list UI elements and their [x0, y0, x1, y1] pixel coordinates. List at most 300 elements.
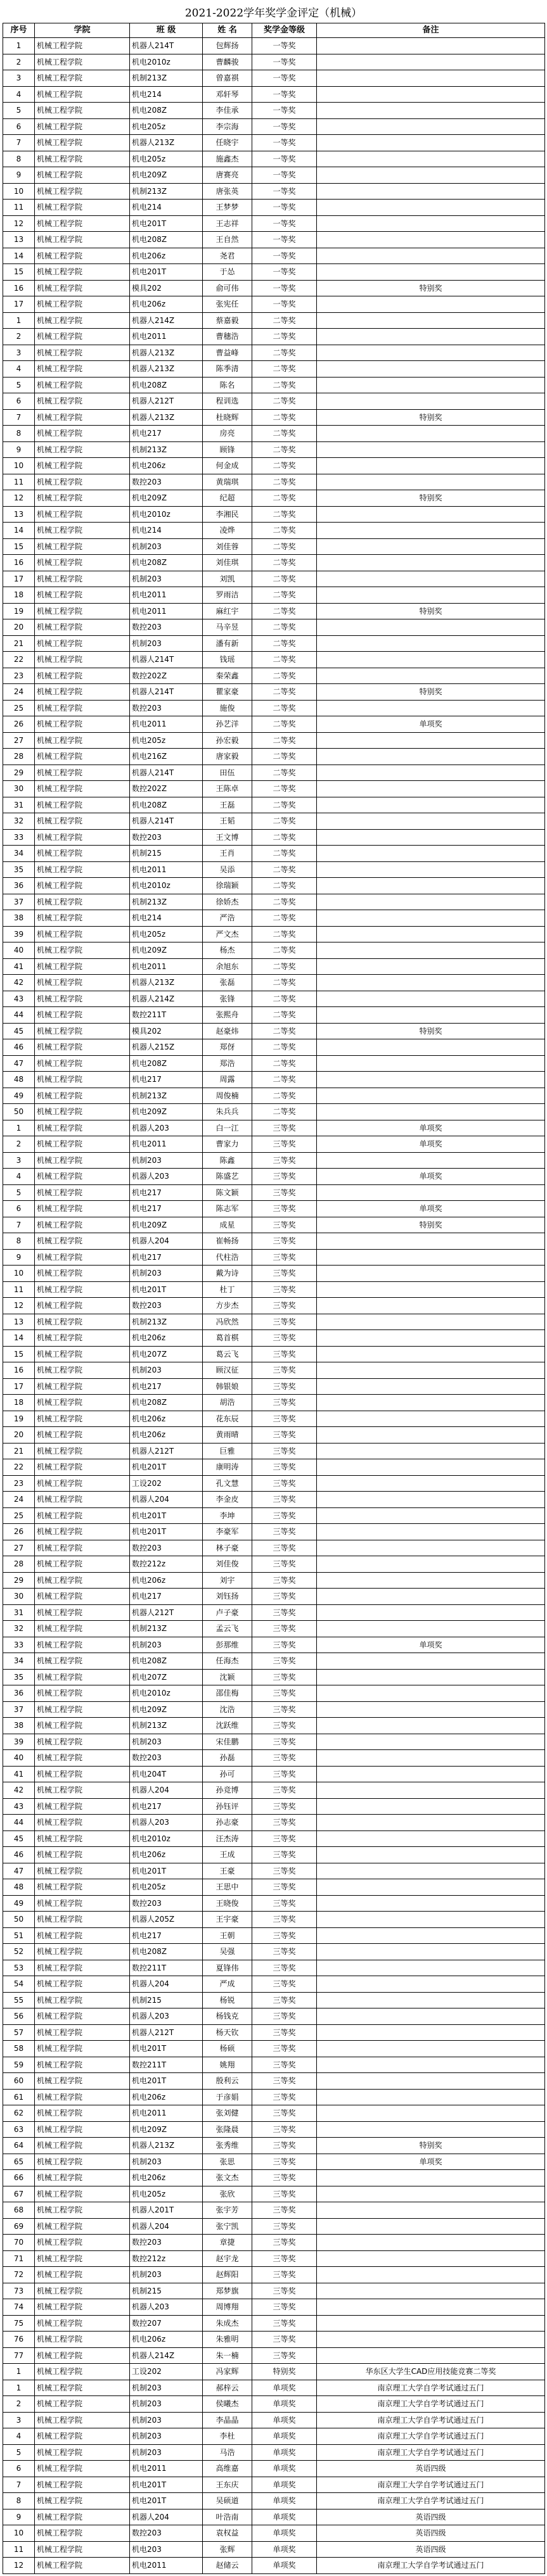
cell-index: 59: [3, 2057, 35, 2073]
cell-college: 机械工程学院: [35, 215, 130, 232]
cell-level: 三等奖: [252, 2041, 317, 2057]
cell-class: 机器人204: [130, 2218, 203, 2235]
cell-class: 机电209Z: [130, 942, 203, 959]
cell-college: 机械工程学院: [35, 700, 130, 716]
cell-note: [317, 1944, 545, 1960]
cell-class: 机器人215Z: [130, 1039, 203, 1056]
cell-level: 三等奖: [252, 2138, 317, 2154]
cell-name: 郝梓云: [203, 2380, 252, 2396]
table-row: [3, 1669, 545, 1685]
cell-index: 5: [3, 103, 35, 119]
cell-name: 唐张英: [203, 183, 252, 200]
cell-level: 二等奖: [252, 571, 317, 587]
cell-index: 31: [3, 1604, 35, 1621]
cell-class: 机电208Z: [130, 797, 203, 813]
table-row: [3, 1266, 545, 1282]
table-row: [3, 894, 545, 910]
cell-class: 机电216Z: [130, 749, 203, 765]
cell-college: 机械工程学院: [35, 2412, 130, 2428]
cell-note: [317, 1249, 545, 1266]
cell-college: 机械工程学院: [35, 264, 130, 281]
cell-note: [317, 377, 545, 393]
cell-level: 三等奖: [252, 2250, 317, 2267]
cell-level: 单项奖: [252, 2477, 317, 2493]
cell-note: [317, 232, 545, 248]
cell-note: [317, 1459, 545, 1476]
cell-college: 机械工程学院: [35, 2121, 130, 2138]
cell-name: 李佳承: [203, 103, 252, 119]
cell-name: 李豪军: [203, 1524, 252, 1540]
table-row: [3, 2138, 545, 2154]
cell-class: 机电2011: [130, 2558, 203, 2574]
cell-class: 机器人213Z: [130, 361, 203, 378]
cell-name: 麻红宇: [203, 603, 252, 619]
cell-name: 张思: [203, 2154, 252, 2170]
cell-note: [317, 2299, 545, 2316]
cell-note: [317, 1604, 545, 1621]
cell-note: [317, 183, 545, 200]
table-row: [3, 1912, 545, 1928]
cell-index: 69: [3, 2218, 35, 2235]
table-row: [3, 2008, 545, 2025]
cell-college: 机械工程学院: [35, 474, 130, 490]
cell-class: 机电2010z: [130, 1685, 203, 1702]
cell-name: 秦荣鑫: [203, 668, 252, 684]
cell-college: 机械工程学院: [35, 926, 130, 942]
cell-index: 34: [3, 846, 35, 862]
cell-college: 机械工程学院: [35, 409, 130, 426]
table-row: [3, 38, 545, 54]
table-row: [3, 1863, 545, 1879]
cell-level: 二等奖: [252, 846, 317, 862]
cell-index: 33: [3, 1637, 35, 1653]
cell-note: [317, 1540, 545, 1556]
cell-college: 机械工程学院: [35, 2008, 130, 2025]
cell-college: 机械工程学院: [35, 732, 130, 749]
cell-index: 23: [3, 668, 35, 684]
cell-index: 45: [3, 1830, 35, 1847]
cell-college: 机械工程学院: [35, 991, 130, 1007]
cell-college: 机械工程学院: [35, 2444, 130, 2461]
cell-name: 陈名: [203, 377, 252, 393]
cell-name: 黄雨晴: [203, 1427, 252, 1443]
cell-note: [317, 1766, 545, 1782]
cell-college: 机械工程学院: [35, 1992, 130, 2008]
cell-note: [317, 2202, 545, 2219]
cell-class: 机制203: [130, 571, 203, 587]
cell-college: 机械工程学院: [35, 1039, 130, 1056]
header-class: 班 级: [130, 23, 203, 38]
table-row: [3, 926, 545, 942]
table-row: [3, 1685, 545, 1702]
cell-note: [317, 1039, 545, 1056]
cell-level: 三等奖: [252, 1298, 317, 1314]
cell-note: [317, 2057, 545, 2073]
table-row: [3, 958, 545, 975]
cell-level: 单项奖: [252, 2461, 317, 2477]
table-row: [3, 248, 545, 264]
cell-index: 75: [3, 2315, 35, 2332]
cell-index: 49: [3, 1088, 35, 1104]
cell-class: 机电201T: [130, 1524, 203, 1540]
cell-index: 29: [3, 765, 35, 781]
table-row: [3, 1072, 545, 1088]
table-row: [3, 1330, 545, 1347]
cell-class: 机器人203: [130, 2008, 203, 2025]
cell-class: 机制203: [130, 1362, 203, 1379]
cell-note: [317, 975, 545, 991]
cell-note: [317, 215, 545, 232]
cell-name: 朱一楠: [203, 2347, 252, 2364]
cell-level: 一等奖: [252, 248, 317, 264]
cell-class: 机制215: [130, 1992, 203, 2008]
cell-index: 6: [3, 393, 35, 410]
cell-name: 王宇豪: [203, 1912, 252, 1928]
cell-index: 13: [3, 232, 35, 248]
cell-level: 一等奖: [252, 280, 317, 296]
cell-college: 机械工程学院: [35, 603, 130, 619]
cell-class: 机电217: [130, 1249, 203, 1266]
cell-note: 单项奖: [317, 1201, 545, 1217]
cell-class: 机电201T: [130, 1863, 203, 1879]
table-row: [3, 296, 545, 313]
cell-note: 英语四级: [317, 2509, 545, 2525]
cell-college: 机械工程学院: [35, 1912, 130, 1928]
cell-level: 二等奖: [252, 523, 317, 539]
cell-index: 49: [3, 1895, 35, 1912]
table-row: [3, 975, 545, 991]
cell-name: 徐瑞颖: [203, 878, 252, 894]
cell-class: 机电201T: [130, 2477, 203, 2493]
cell-name: 崔畅扬: [203, 1233, 252, 1250]
table-row: [3, 1120, 545, 1136]
cell-name: 王志祥: [203, 215, 252, 232]
cell-class: 数控203: [130, 2525, 203, 2542]
table-row: [3, 2347, 545, 2364]
table-row: [3, 1589, 545, 1605]
cell-note: 华东区大学生CAD应用技能竞赛二等奖: [317, 2364, 545, 2380]
cell-college: 机械工程学院: [35, 668, 130, 684]
cell-college: 机械工程学院: [35, 975, 130, 991]
table-row: [3, 635, 545, 652]
cell-note: [317, 538, 545, 555]
cell-name: 汪杰涛: [203, 1830, 252, 1847]
cell-name: 成星: [203, 1217, 252, 1233]
table-row: [3, 1604, 545, 1621]
cell-level: 三等奖: [252, 1621, 317, 1637]
table-row: [3, 1298, 545, 1314]
table-row: [3, 1427, 545, 1443]
table-row: [3, 86, 545, 103]
table-row: [3, 458, 545, 474]
cell-name: 朱雅明: [203, 2332, 252, 2348]
cell-name: 陈志军: [203, 1201, 252, 1217]
table-row: [3, 1653, 545, 1670]
cell-level: 二等奖: [252, 635, 317, 652]
cell-class: 机电217: [130, 1798, 203, 1815]
cell-class: 机电209Z: [130, 1217, 203, 1233]
table-row: [3, 1039, 545, 1056]
cell-name: 孙竞博: [203, 1782, 252, 1799]
cell-name: 程训选: [203, 393, 252, 410]
cell-class: 机电206z: [130, 1411, 203, 1427]
cell-class: 机电209Z: [130, 2121, 203, 2138]
cell-note: [317, 942, 545, 959]
table-row: [3, 1540, 545, 1556]
table-row: [3, 765, 545, 781]
cell-level: 特别奖: [252, 2364, 317, 2380]
cell-name: 王磊: [203, 797, 252, 813]
cell-name: 李宗海: [203, 118, 252, 135]
cell-college: 机械工程学院: [35, 1766, 130, 1782]
cell-name: 蔡嘉毅: [203, 312, 252, 329]
table-row: [3, 1475, 545, 1492]
cell-class: 机电206z: [130, 1330, 203, 1347]
cell-index: 71: [3, 2250, 35, 2267]
cell-note: 单项奖: [317, 2154, 545, 2170]
cell-level: 二等奖: [252, 958, 317, 975]
cell-name: 吴强: [203, 1944, 252, 1960]
cell-note: [317, 571, 545, 587]
cell-name: 潘有新: [203, 635, 252, 652]
cell-name: 刘凯: [203, 571, 252, 587]
cell-note: [317, 1669, 545, 1685]
cell-index: 56: [3, 2008, 35, 2025]
cell-college: 机械工程学院: [35, 2186, 130, 2202]
cell-college: 机械工程学院: [35, 2332, 130, 2348]
cell-note: [317, 2267, 545, 2283]
cell-level: 二等奖: [252, 619, 317, 636]
cell-name: 李金皮: [203, 1492, 252, 1508]
cell-name: 郑梦旗: [203, 2283, 252, 2299]
cell-index: 48: [3, 1072, 35, 1088]
cell-index: 9: [3, 167, 35, 184]
table-row: [3, 2057, 545, 2073]
cell-name: 夏锋伟: [203, 1960, 252, 1976]
table-row: [3, 2170, 545, 2186]
cell-college: 机械工程学院: [35, 2041, 130, 2057]
cell-note: 英语四级: [317, 2461, 545, 2477]
cell-note: [317, 2347, 545, 2364]
cell-note: [317, 1492, 545, 1508]
table-row: [3, 1169, 545, 1185]
table-row: [3, 797, 545, 813]
cell-note: [317, 1572, 545, 1589]
cell-college: 机械工程学院: [35, 878, 130, 894]
table-row: [3, 2509, 545, 2525]
cell-index: 76: [3, 2332, 35, 2348]
table-row: [3, 571, 545, 587]
cell-class: 机电214: [130, 86, 203, 103]
cell-college: 机械工程学院: [35, 118, 130, 135]
cell-name: 马辛昱: [203, 619, 252, 636]
cell-level: 二等奖: [252, 393, 317, 410]
cell-class: 机器人213Z: [130, 345, 203, 361]
table-row: [3, 426, 545, 442]
table-row: [3, 167, 545, 184]
cell-class: 机器人214T: [130, 765, 203, 781]
cell-class: 机电208Z: [130, 232, 203, 248]
cell-college: 机械工程学院: [35, 1976, 130, 1993]
cell-class: 机电206z: [130, 1427, 203, 1443]
cell-level: 二等奖: [252, 975, 317, 991]
cell-index: 61: [3, 2089, 35, 2105]
cell-note: 单项奖: [317, 1637, 545, 1653]
cell-note: [317, 1184, 545, 1201]
cell-index: 67: [3, 2186, 35, 2202]
cell-index: 16: [3, 280, 35, 296]
cell-index: 33: [3, 829, 35, 846]
cell-index: 36: [3, 878, 35, 894]
table-row: [3, 2477, 545, 2493]
cell-index: 72: [3, 2267, 35, 2283]
cell-note: [317, 555, 545, 571]
cell-index: 25: [3, 700, 35, 716]
cell-name: 周博翔: [203, 2299, 252, 2316]
cell-name: 沈跃维: [203, 1718, 252, 1734]
table-row: [3, 1976, 545, 1993]
cell-index: 37: [3, 894, 35, 910]
cell-index: 50: [3, 1912, 35, 1928]
cell-index: 3: [3, 70, 35, 87]
cell-class: 机制203: [130, 1637, 203, 1653]
cell-index: 52: [3, 1944, 35, 1960]
cell-class: 机制215: [130, 846, 203, 862]
cell-name: 刘佳俊: [203, 1556, 252, 1573]
cell-college: 机械工程学院: [35, 2396, 130, 2413]
table-row: [3, 1701, 545, 1718]
cell-level: 一等奖: [252, 70, 317, 87]
table-row: [3, 619, 545, 636]
cell-college: 机械工程学院: [35, 232, 130, 248]
cell-note: [317, 1895, 545, 1912]
cell-class: 机器人204: [130, 2509, 203, 2525]
table-row: [3, 1411, 545, 1427]
cell-level: 单项奖: [252, 2509, 317, 2525]
cell-class: 机制203: [130, 2412, 203, 2428]
cell-note: [317, 813, 545, 830]
cell-index: 39: [3, 1734, 35, 1750]
cell-index: 5: [3, 1184, 35, 1201]
cell-note: [317, 2332, 545, 2348]
cell-college: 机械工程学院: [35, 1734, 130, 1750]
table-row: [3, 2218, 545, 2235]
cell-class: 机电2011: [130, 2461, 203, 2477]
header-name: 姓 名: [203, 23, 252, 38]
cell-college: 机械工程学院: [35, 1459, 130, 1476]
cell-index: 46: [3, 1039, 35, 1056]
table-row: [3, 1104, 545, 1120]
cell-name: 叶浩南: [203, 2509, 252, 2525]
cell-name: 张隆晨: [203, 2121, 252, 2138]
cell-college: 机械工程学院: [35, 1944, 130, 1960]
cell-level: 三等奖: [252, 2105, 317, 2122]
cell-class: 机电214: [130, 523, 203, 539]
cell-name: 陈鑫: [203, 1152, 252, 1169]
cell-level: 二等奖: [252, 1088, 317, 1104]
cell-index: 11: [3, 1281, 35, 1298]
cell-level: 三等奖: [252, 1217, 317, 1233]
cell-college: 机械工程学院: [35, 361, 130, 378]
cell-index: 2: [3, 2396, 35, 2413]
cell-college: 机械工程学院: [35, 1136, 130, 1153]
cell-college: 机械工程学院: [35, 1782, 130, 1799]
cell-index: 64: [3, 2138, 35, 2154]
cell-index: 66: [3, 2170, 35, 2186]
cell-college: 机械工程学院: [35, 426, 130, 442]
cell-index: 15: [3, 1346, 35, 1362]
table-row: [3, 393, 545, 410]
cell-name: 花东辰: [203, 1411, 252, 1427]
table-row: [3, 280, 545, 296]
cell-class: 数控203: [130, 474, 203, 490]
cell-college: 机械工程学院: [35, 1120, 130, 1136]
cell-college: 机械工程学院: [35, 377, 130, 393]
cell-name: 王梦梦: [203, 200, 252, 216]
cell-level: 二等奖: [252, 555, 317, 571]
cell-college: 机械工程学院: [35, 2558, 130, 2574]
cell-class: 机电206z: [130, 2089, 203, 2105]
cell-note: 南京理工大学自学考试通过五门: [317, 2412, 545, 2428]
cell-class: 数控211T: [130, 1960, 203, 1976]
table-row: [3, 2041, 545, 2057]
table-row: [3, 684, 545, 701]
cell-name: 孟云飞: [203, 1621, 252, 1637]
header-index: 序号: [3, 23, 35, 38]
cell-name: 俞可伟: [203, 280, 252, 296]
cell-level: 单项奖: [252, 2558, 317, 2574]
cell-class: 机制215: [130, 2283, 203, 2299]
cell-level: 三等奖: [252, 1604, 317, 1621]
cell-college: 机械工程学院: [35, 942, 130, 959]
table-row: [3, 2235, 545, 2251]
cell-level: 一等奖: [252, 118, 317, 135]
cell-name: 王自然: [203, 232, 252, 248]
cell-index: 42: [3, 1782, 35, 1799]
cell-class: 机电206z: [130, 296, 203, 313]
table-row: [3, 2073, 545, 2090]
table-row: [3, 70, 545, 87]
cell-level: 三等奖: [252, 1912, 317, 1928]
cell-level: 一等奖: [252, 296, 317, 313]
cell-index: 6: [3, 1201, 35, 1217]
cell-college: 机械工程学院: [35, 2089, 130, 2105]
cell-note: [317, 264, 545, 281]
cell-name: 杨杰: [203, 942, 252, 959]
cell-class: 机电209Z: [130, 1104, 203, 1120]
cell-class: 机器人203: [130, 2299, 203, 2316]
cell-note: [317, 1927, 545, 1944]
cell-college: 机械工程学院: [35, 1346, 130, 1362]
cell-note: [317, 1524, 545, 1540]
cell-index: 21: [3, 1443, 35, 1459]
table-row: [3, 1992, 545, 2008]
table-row: [3, 1637, 545, 1653]
cell-note: 南京理工大学自学考试通过五门: [317, 2558, 545, 2574]
cell-class: 数控207: [130, 2315, 203, 2332]
cell-index: 70: [3, 2235, 35, 2251]
cell-class: 机电208Z: [130, 377, 203, 393]
cell-level: 三等奖: [252, 1895, 317, 1912]
cell-name: 李湘民: [203, 506, 252, 523]
cell-class: 机电205z: [130, 2186, 203, 2202]
cell-note: [317, 1750, 545, 1767]
table-row: [3, 2493, 545, 2509]
cell-college: 机械工程学院: [35, 1960, 130, 1976]
table-row: [3, 1459, 545, 1476]
cell-level: 二等奖: [252, 926, 317, 942]
table-row: [3, 103, 545, 119]
